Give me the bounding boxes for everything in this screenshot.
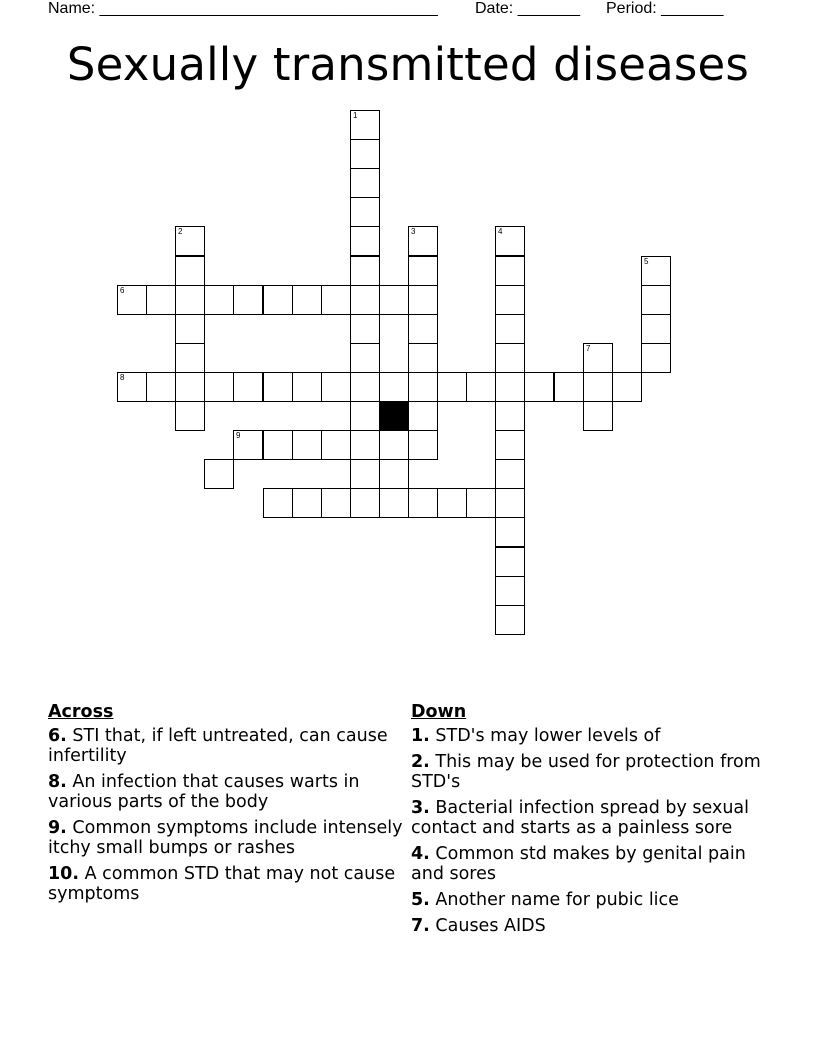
grid-cell[interactable] [233,430,263,460]
grid-cell[interactable] [263,372,293,402]
grid-cell[interactable] [350,226,380,256]
grid-cell[interactable] [583,401,613,431]
grid-cell[interactable] [495,605,525,635]
grid-cell[interactable] [350,314,380,344]
clue-item [411,844,773,884]
grid-cell[interactable] [495,576,525,606]
grid-cell[interactable] [641,285,671,315]
grid-cell[interactable] [350,110,380,140]
grid-cell[interactable] [233,285,263,315]
grid-cell[interactable] [175,372,205,402]
clue-item-number: 2. [411,752,430,772]
grid-cell[interactable] [466,372,496,402]
grid-cell[interactable] [350,488,380,518]
grid-cell[interactable] [495,343,525,373]
grid-cell[interactable] [321,488,351,518]
clue-item-text: This may be used for protection from STD's [411,752,761,792]
clue-item-number: 8. [48,772,67,792]
grid-cell[interactable] [379,285,409,315]
grid-cell[interactable] [350,401,380,431]
grid-cell[interactable] [408,256,438,286]
grid-cell[interactable] [175,285,205,315]
grid-cell[interactable] [292,430,322,460]
grid-cell[interactable] [379,488,409,518]
grid-cell[interactable] [379,430,409,460]
clue-number: 9 [236,431,241,440]
clue-item-number: 5. [411,890,430,910]
clue-number: 2 [178,227,183,236]
grid-cell[interactable] [612,372,642,402]
clue-item [48,726,403,766]
grid-cell[interactable] [641,343,671,373]
grid-cell[interactable] [524,372,554,402]
grid-cell[interactable] [350,285,380,315]
grid-cell[interactable] [263,488,293,518]
clue-number: 8 [120,373,125,382]
clue-number: 5 [644,257,649,266]
grid-cell[interactable] [146,285,176,315]
grid-cell[interactable] [495,459,525,489]
grid-cell[interactable] [204,372,234,402]
grid-cell[interactable] [408,430,438,460]
clue-item-text: Another name for pubic lice [435,890,679,910]
grid-cell[interactable] [204,285,234,315]
grid-cell[interactable] [263,285,293,315]
grid-cell[interactable] [495,430,525,460]
grid-cell[interactable] [437,372,467,402]
clue-item [48,864,403,904]
clue-item [411,752,773,792]
grid-cell[interactable] [554,372,584,402]
clue-number: 1 [353,111,358,120]
clue-item-text: STD's may lower levels of [435,726,661,746]
grid-cell[interactable] [379,372,409,402]
grid-cell[interactable] [175,343,205,373]
name-field[interactable]: Name: ______________________________________ [48,0,438,17]
grid-cell[interactable] [175,401,205,431]
clue-item-number: 9. [48,818,67,838]
grid-cell[interactable] [495,226,525,256]
grid-cell[interactable] [495,401,525,431]
clue-item-text: Bacterial infection spread by sexual contact and starts as a painless sore [411,798,750,838]
grid-cell[interactable] [408,343,438,373]
grid-cell[interactable] [175,226,205,256]
grid-cell[interactable] [350,343,380,373]
grid-cell[interactable] [146,372,176,402]
clue-item-text: Causes AIDS [435,916,546,936]
clue-item-text: A common STD that may not cause symptoms [48,864,396,904]
grid-cell[interactable] [495,372,525,402]
black-square [379,401,409,431]
clue-item [411,798,773,838]
grid-cell[interactable] [117,285,147,315]
grid-cell[interactable] [292,372,322,402]
period-field[interactable]: Period: _______ [606,0,724,17]
grid-cell[interactable] [263,430,293,460]
grid-cell[interactable] [233,372,263,402]
clue-item-text: An infection that causes warts in various parts of the body [48,772,360,812]
clue-number: 3 [411,227,416,236]
grid-cell[interactable] [379,459,409,489]
clue-item-number: 10. [48,864,80,884]
grid-cell[interactable] [321,285,351,315]
grid-cell[interactable] [408,226,438,256]
clue-item [48,818,403,858]
clue-item [411,916,773,936]
clue-number: 4 [498,227,503,236]
grid-cell[interactable] [495,517,525,547]
clue-item [48,772,403,812]
grid-cell[interactable] [437,488,467,518]
grid-cell[interactable] [321,372,351,402]
grid-cell[interactable] [408,285,438,315]
grid-cell[interactable] [408,488,438,518]
clue-item [411,890,773,910]
clue-item-text: Common symptoms include intensely itchy small bumps or rashes [48,818,403,858]
grid-cell[interactable] [321,430,351,460]
grid-cell[interactable] [466,488,496,518]
grid-cell[interactable] [175,256,205,286]
grid-cell[interactable] [495,314,525,344]
across-clue-list [48,726,403,904]
grid-cell[interactable] [350,430,380,460]
grid-cell[interactable] [495,547,525,577]
clue-item-number: 1. [411,726,430,746]
clue-number: 6 [120,286,125,295]
grid-cell[interactable] [175,314,205,344]
grid-cell[interactable] [117,372,147,402]
clue-item-number: 7. [411,916,430,936]
clue-item [411,726,773,746]
grid-cell[interactable] [583,372,613,402]
grid-cell[interactable] [292,488,322,518]
grid-cell[interactable] [350,197,380,227]
grid-cell[interactable] [641,314,671,344]
grid-cell[interactable] [495,285,525,315]
grid-cell[interactable] [495,256,525,286]
grid-cell[interactable] [350,139,380,169]
across-heading: Across [48,702,114,722]
grid-cell[interactable] [292,285,322,315]
grid-cell[interactable] [408,314,438,344]
clue-item-text: STI that, if left untreated, can cause infertility [48,726,388,766]
clue-item-number: 4. [411,844,430,864]
grid-cell[interactable] [350,459,380,489]
grid-cell[interactable] [204,459,234,489]
grid-cell[interactable] [641,256,671,286]
down-clue-list [411,726,773,936]
down-heading: Down [411,702,467,722]
grid-cell[interactable] [350,256,380,286]
clue-item-number: 3. [411,798,430,818]
grid-cell[interactable] [408,372,438,402]
clue-item-number: 6. [48,726,67,746]
down-clues [411,702,773,942]
grid-cell[interactable] [350,372,380,402]
grid-cell[interactable] [583,343,613,373]
clue-item-text: Common std makes by genital pain and sores [411,844,746,884]
grid-cell[interactable] [495,488,525,518]
grid-cell[interactable] [408,401,438,431]
across-clues [48,702,403,910]
grid-cell[interactable] [350,168,380,198]
clue-number: 7 [586,344,591,353]
page-title: Sexually transmitted diseases [66,38,750,91]
date-field[interactable]: Date: _______ [475,0,580,17]
